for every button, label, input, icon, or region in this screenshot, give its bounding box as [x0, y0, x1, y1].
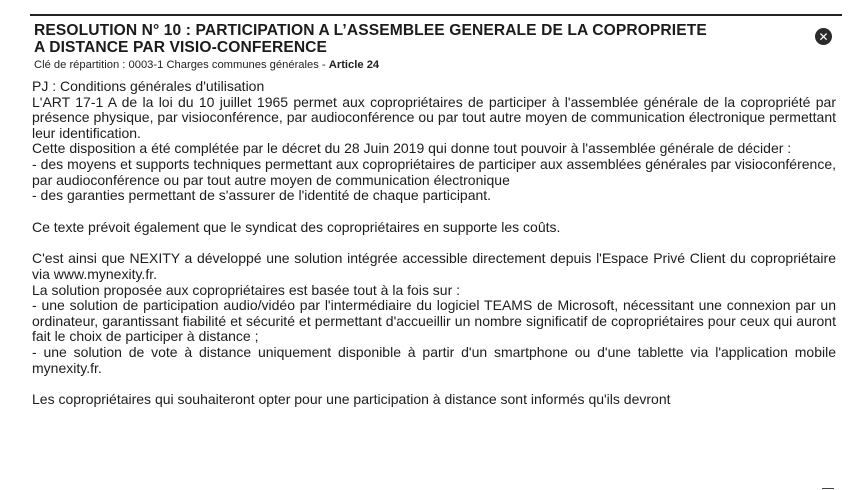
bullet-moyens: - des moyens et supports techniques permettant aux copropriétaires de participer aux assemblées générales par visioconférence, par audioconférence ou par tout autre moyen de communication électronique	[32, 155, 836, 188]
close-icon: ✕	[818, 29, 829, 44]
paragraph-decret: Cette disposition a été complétée par le décret du 28 Juin 2019 qui donne tout pouvoir à l'assemblée générale de décider :	[32, 140, 792, 157]
top-divider	[30, 14, 842, 16]
bullet-garanties: - des garanties permettant de s'assurer de l'identité de chaque participant.	[32, 187, 492, 204]
paragraph-nexity: C'est ainsi que NEXITY a développé une solution intégrée accessible directement depuis l'Espace Privé Client du copropriétaire via www.mynexity.fr.	[32, 250, 836, 282]
resolution-header	[34, 22, 794, 72]
paragraph-couts: Ce texte prévoit également que le syndicat des copropriétaires en supporte les coûts.	[32, 218, 561, 235]
resolution-title-line1: RESOLUTION N° 10 : PARTICIPATION A L’ASSEMBLEE GENERALE DE LA COPROPRIETE	[34, 22, 707, 39]
bullet-teams: - une solution de participation audio/vidéo par l'intermédiaire du logiciel TEAMS de Microsoft, nécessitant une connexion par un ordinateur, garantissant fiabilité et sécurité et permettant d'accueillir un nombre significatif de copropriétaires pour ceux qui auront fait le choix de participer à distance ;	[32, 297, 836, 345]
resolution-body	[32, 79, 836, 408]
paragraph-participation: Les copropriétaires qui souhaiteront opter pour une participation à distance sont informés qu'ils devront	[32, 391, 671, 408]
cle-article: Article 24	[328, 59, 380, 71]
pj-line: PJ : Conditions générales d'utilisation	[32, 78, 265, 94]
resolution-title-line2: A DISTANCE PAR VISIO-CONFERENCE	[34, 39, 328, 56]
paragraph-art-17: L'ART 17-1 A de la loi du 10 juillet 1965 permet aux copropriétaires de participer à l'assemblée générale de la copropriété par présence physique, par visioconférence, par audioconférence ou par tout autre moyen de communication électronique permettant leur identification.	[32, 93, 836, 141]
bottom-mark	[822, 488, 834, 489]
paragraph-solution: La solution proposée aux copropriétaires est basée tout à la fois sur :	[32, 281, 461, 298]
cle-repartition-text: Clé de répartition : 0003-1 Charges communes générales -	[34, 59, 329, 71]
close-button[interactable]	[815, 28, 832, 45]
resolution-title	[34, 22, 794, 56]
bullet-vote: - une solution de vote à distance uniquement disponible à partir d'un smartphone ou d'une tablette via l'application mobile mynexity.fr.	[32, 343, 836, 376]
cle-repartition	[34, 58, 794, 72]
